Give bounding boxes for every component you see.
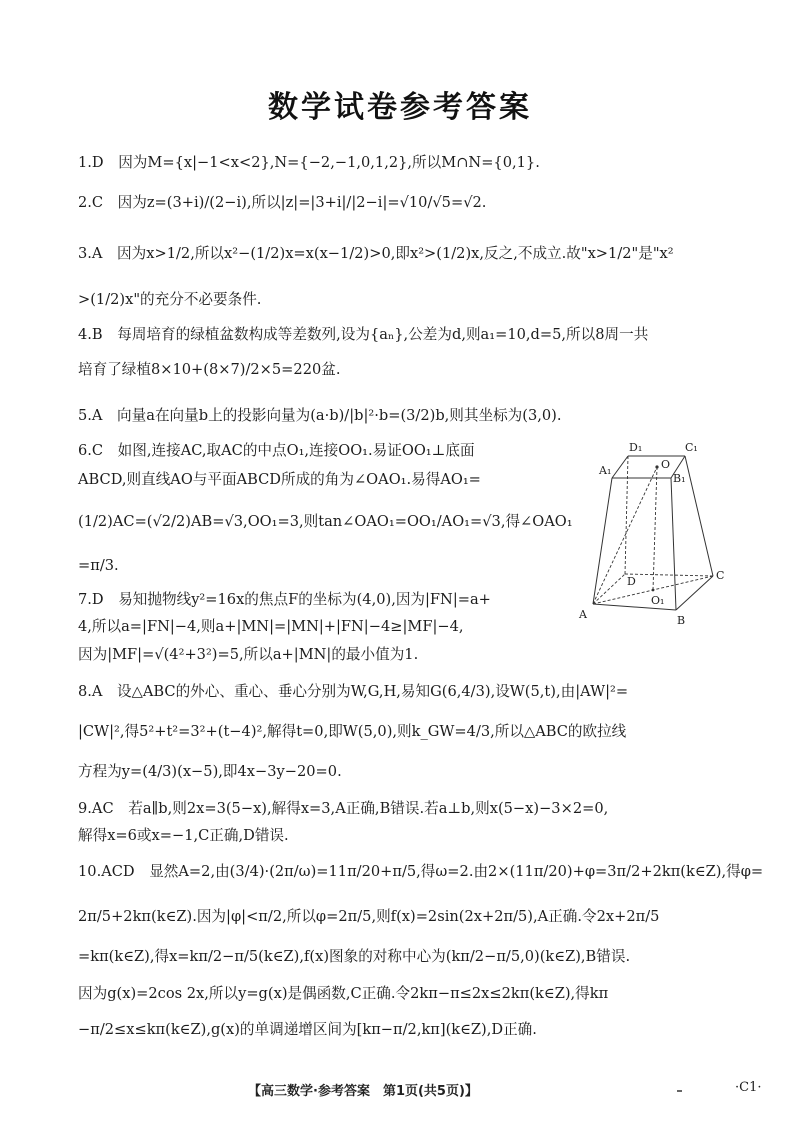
answer-line-6d: =π/3. [78,557,119,574]
answer-line-8: 8.A 设△ABC的外心、重心、垂心分别为W,G,H,易知G(6,4/3),设W(5,t),由|AW|²= [78,683,629,700]
label-a1: A₁ [599,464,612,477]
answer-line-7c: 因为|MF|=√(4²+3²)=5,所以a+|MN|的最小值为1. [78,646,419,663]
label-b1: B₁ [673,472,686,485]
footer-dash [677,1090,682,1092]
label-d1: D₁ [629,441,643,454]
answer-line-8b: |CW|²,得5²+t²=3²+(t−4)²,解得t=0,即W(5,0),则k_GW=4/3,所以△ABC的欧拉线 [78,723,627,740]
label-o: O [661,458,671,471]
answer-line-10c: =kπ(k∈Z),得x=kπ/2−π/5(k∈Z),f(x)图象的对称中心为(kπ/2−π/5,0)(k∈Z),B错误. [78,948,631,965]
answer-line-7: 7.D 易知抛物线y²=16x的焦点F的坐标为(4,0),因为|FN|=a+ [78,591,491,608]
answer-line-7b: 4,所以a=|FN|−4,则a+|MN|=|MN|+|FN|−4≥|MF|−4, [78,618,464,635]
answer-line-8c: 方程为y=(4/3)(x−5),即4x−3y−20=0. [78,763,342,780]
answer-line-3b: >(1/2)x"的充分不必要条件. [78,291,262,308]
label-a: A [579,608,587,621]
answer-line-6c: (1/2)AC=(√2/2)AB=√3,OO₁=3,则tan∠OAO₁=OO₁/AO₁=√3,得∠OAO₁ [78,513,573,530]
frustum-diagram [575,438,735,630]
page-title: 数学试卷参考答案 [268,90,532,125]
answer-line-2: 2.C 因为z=(3+i)/(2−i),所以|z|=|3+i|/|2−i|=√10/√5=√2. [78,194,487,211]
answer-line-5: 5.A 向量a在向量b上的投影向量为(a·b)/|b|²·b=(3/2)b,则其坐标为(3,0). [78,407,562,424]
answer-line-10e: −π/2≤x≤kπ(k∈Z),g(x)的单调递增区间为[kπ−π/2,kπ](k∈Z),D正确. [78,1021,537,1038]
label-o1: O₁ [651,594,665,607]
label-d: D [627,575,636,588]
answer-line-9: 9.AC 若a∥b,则2x=3(5−x),解得x=3,A正确,B错误.若a⊥b,则x(5−x)−3×2=0, [78,800,609,817]
answer-line-10d: 因为g(x)=2cos 2x,所以y=g(x)是偶函数,C正确.令2kπ−π≤2x≤2kπ(k∈Z),得kπ [78,985,609,1002]
answer-line-6b: ABCD,则直线AO与平面ABCD所成的角为∠OAO₁.易得AO₁= [78,471,481,488]
label-c: C [716,569,725,582]
answer-line-1: 1.D 因为M={x|−1<x<2},N={−2,−1,0,1,2},所以M∩N={0,1}. [78,154,540,171]
page-code: ·C1· [735,1080,762,1095]
answer-line-10: 10.ACD 显然A=2,由(3/4)·(2π/ω)=11π/20+π/5,得ω=2.由2×(11π/20)+φ=3π/2+2kπ(k∈Z),得φ= [78,863,764,880]
answer-line-3: 3.A 因为x>1/2,所以x²−(1/2)x=x(x−1/2)>0,即x²>(1/2)x,反之,不成立.故"x>1/2"是"x² [78,245,674,262]
page-footer: 【高三数学·参考答案 第1页(共5页)】 [248,1084,478,1099]
label-c1: C₁ [685,441,698,454]
answer-line-6: 6.C 如图,连接AC,取AC的中点O₁,连接OO₁.易证OO₁⊥底面 [78,442,475,459]
label-b: B [677,614,686,627]
answer-line-10b: 2π/5+2kπ(k∈Z).因为|φ|<π/2,所以φ=2π/5,则f(x)=2sin(2x+2π/5),A正确.令2x+2π/5 [78,908,660,925]
answer-line-4: 4.B 每周培育的绿植盆数构成等差数列,设为{aₙ},公差为d,则a₁=10,d=5,所以8周一共 [78,326,649,343]
answer-line-9b: 解得x=6或x=−1,C正确,D错误. [78,827,289,844]
answer-line-4b: 培育了绿植8×10+(8×7)/2×5=220盆. [78,361,341,378]
